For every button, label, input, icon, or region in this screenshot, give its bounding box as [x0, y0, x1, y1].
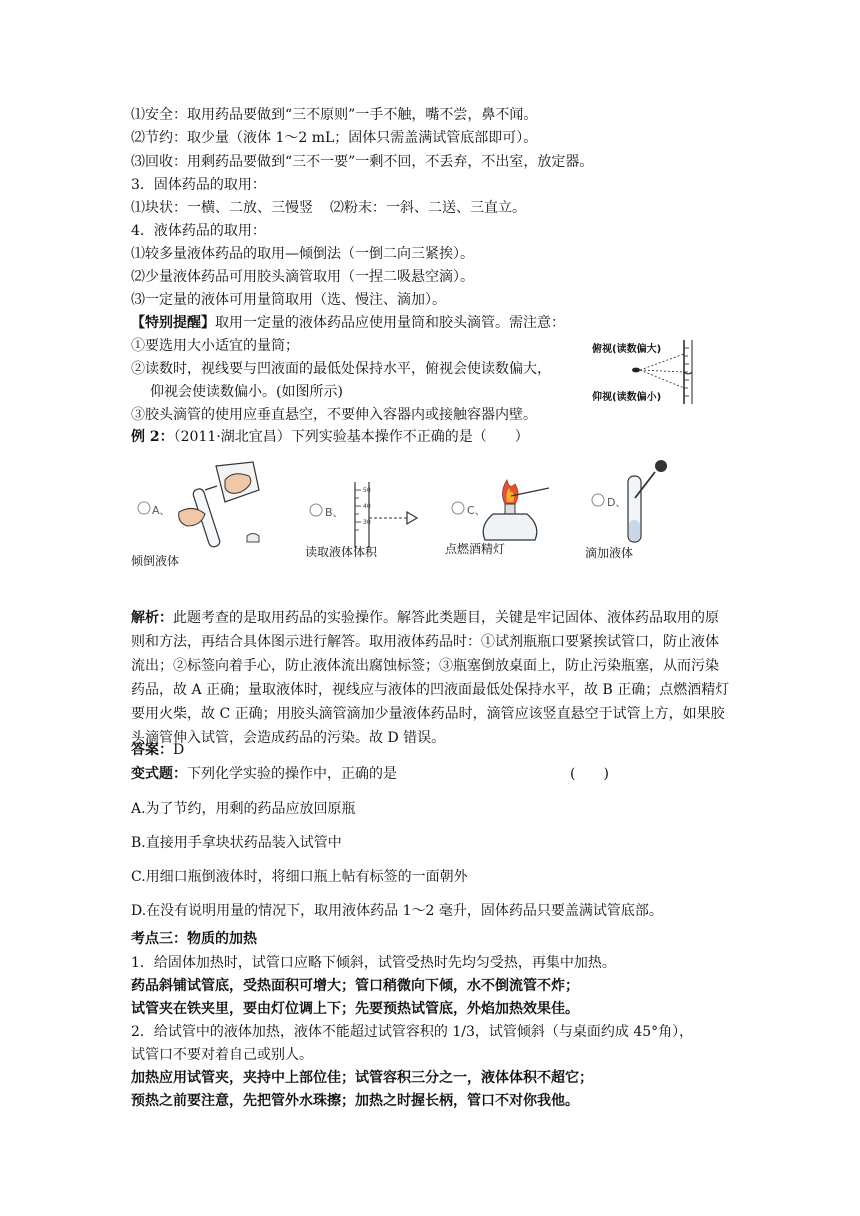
option-a-letter: A、: [152, 504, 171, 517]
meniscus-reading-figure: [592, 336, 702, 406]
rhyme-line: 加热应用试管夹，夹持中上部位佳；试管容积三分之一，液体体积不超它；: [131, 1070, 593, 1086]
scale-tick-label: 30: [363, 519, 371, 526]
text-line: ①要选用大小适宜的量筒；: [131, 338, 299, 354]
option-b-caption: 读取液体体积: [305, 545, 378, 559]
text-line: 试管口不要对着自己或别人。: [131, 1047, 313, 1063]
text-line: 仰视会使读数偏小。(如图所示): [150, 384, 343, 400]
text-line: ②读数时，视线要与凹液面的最低处保持水平，俯视会使读数偏大，: [131, 361, 551, 377]
option-d-caption: 滴加液体: [585, 546, 634, 560]
text-line: ③胶头滴管的使用应垂直悬空，不要伸入容器内或接触容器内壁。: [131, 407, 537, 423]
note-line: [131, 313, 565, 333]
scale-tick-label: 50: [363, 487, 371, 494]
text-line: ⑴安全：取用药品要做到“三不原则”一手不触，嘴不尝，鼻不闻。: [131, 107, 538, 123]
option-c-letter: C、: [467, 504, 486, 517]
text-line: ⑶回收：用剩药品要做到“三不一要”一剩不回，不丢弃，不出室，放定器。: [131, 154, 594, 170]
note-label: 【特别提醒】: [131, 315, 215, 331]
option-d-figure: [585, 458, 695, 558]
option-c-figure: [445, 470, 565, 560]
option-c-caption: 点燃酒精灯: [445, 542, 506, 556]
top-view-label: 俯视(读数偏大): [592, 344, 662, 355]
text-line: 2．给试管中的液体加热，液体不能超过试管容积的 1/3，试管倾斜（与桌面约成 45°角），: [131, 1024, 694, 1040]
option-d-letter: D、: [607, 496, 627, 509]
text-line: ⑶一定量的液体可用量筒取用（选、慢注、滴加）。: [131, 292, 446, 308]
note-text: 取用一定量的液体药品应使用量筒和胶头滴管。需注意：: [215, 315, 565, 331]
section-heading: 3．固体药品的取用：: [131, 177, 266, 193]
section-title: 考点三：物质的加热: [131, 931, 257, 947]
example-line: [131, 427, 529, 447]
variant-option-b: B.直接用手拿块状药品装入试管中: [131, 835, 342, 851]
analysis-paragraph: [131, 606, 731, 750]
variant-option-a: A.为了节约，用剩的药品应放回原瓶: [131, 801, 356, 817]
rhyme-line: 预热之前要注意，先把管外水珠擦；加热之时握长柄，管口不对你我他。: [131, 1093, 579, 1109]
text-line: ⑴块状：一横、二放、三慢竖: [131, 200, 313, 216]
bottom-view-label: 仰视(读数偏小): [592, 392, 662, 403]
option-b-letter: B、: [325, 506, 344, 519]
text-line: ⑵少量液体药品可用胶头滴管取用（一捏二吸悬空滴）。: [131, 269, 474, 285]
rhyme-line: 试管夹在铁夹里，要由灯位调上下；先要预热试管底，外焰加热效果佳。: [131, 1001, 579, 1017]
text-line: ⑴较多量液体药品的取用—倾倒法（一倒二向三紧挨）。: [131, 246, 474, 262]
answer-value: D: [173, 742, 185, 758]
text-line: ⑵节约：取少量（液体 1～2 mL；固体只需盖满试管底部即可）。: [131, 130, 538, 146]
text-line: 1．给固体加热时，试管口应略下倾斜，试管受热时先均匀受热，再集中加热。: [131, 955, 616, 971]
example-text: （2011·湖北宜昌）下列实验基本操作不正确的是（ ）: [173, 429, 529, 445]
option-b-figure: [303, 478, 433, 563]
analysis-text: 此题考查的是取用药品的实验操作。解答此类题目，关键是牢记固体、液体药品取用的原则和方法，再结合具体图示进行解答。取用液体药品时：①试剂瓶瓶口要紧挨试管口，防止液体流出；②标签向着手心，防止液体流出腐蚀标签；③瓶塞倒放桌面上，防止污染瓶塞，从而污染药品，故 A 正确；量取液体时，视线应与液体的凹液面最低处保持水平，故 B 正确；点燃酒精灯要用火柴，故 C 正确；用胶头滴管滴加少量液体药品时，滴管应该竖直悬空于试管上方，如果胶头滴管伸入试管，会造成药品的污染。故 D 错误。: [131, 610, 730, 746]
variant-text: 下列化学实验的操作中，正确的是: [187, 766, 397, 782]
variant-answer-paren: ( ): [570, 766, 609, 782]
option-a-caption: 倾倒液体: [131, 554, 180, 568]
section-heading: 4．液体药品的取用：: [131, 223, 266, 239]
answer-line: [131, 740, 184, 760]
scale-tick-label: 40: [363, 503, 371, 510]
text-line: ⑵粉末：一斜、二送、三直立。: [330, 200, 526, 216]
variant-question: [131, 764, 397, 784]
variant-option-c: C.用细口瓶倒液体时，将细口瓶上帖有标签的一面朝外: [131, 869, 468, 885]
answer-label: 答案：: [131, 742, 173, 758]
analysis-label: 解析：: [131, 610, 173, 626]
variant-label: 变式题：: [131, 766, 187, 782]
example-label: 例 2：: [131, 429, 174, 445]
rhyme-line: 药品斜铺试管底，受热面积可增大；管口稍微向下倾，水不倒流管不炸；: [131, 978, 579, 994]
variant-option-d: D.在没有说明用量的情况下，取用液体药品 1～2 毫升，固体药品只要盖满试管底部。: [131, 903, 663, 919]
option-a-figure: [131, 460, 271, 570]
